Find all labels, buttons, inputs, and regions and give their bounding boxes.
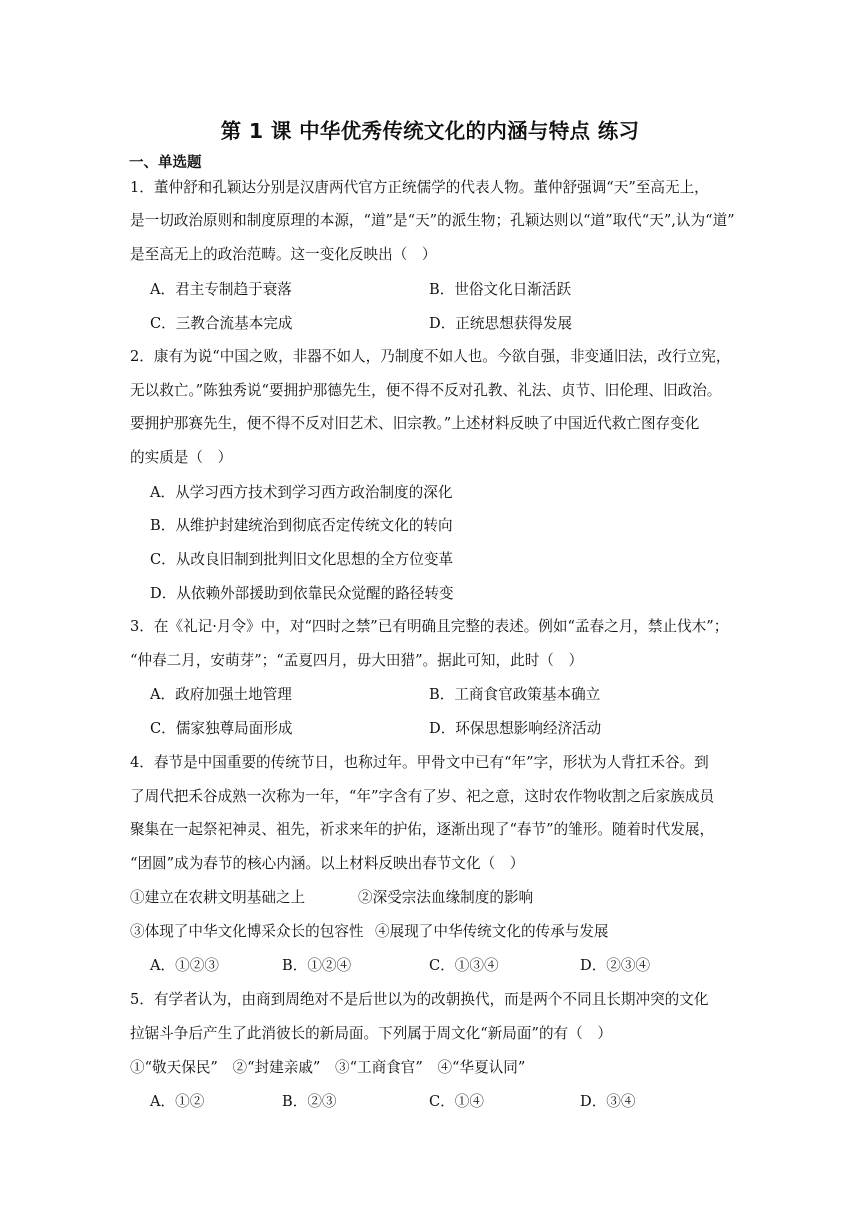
- question-1-line-1: 1．董仲舒和孔颖达分别是汉唐两代官方正统儒学的代表人物。董仲舒强调“天”至高无上，: [130, 179, 709, 196]
- q2-option-b[interactable]: B．从维护封建统治到彻底否定传统文化的转向: [150, 517, 453, 534]
- question-2-line-1: 2．康有为说“中国之败，非器不如人，乃制度不如人也。今欲自强，非变通旧法，改行立宪，: [130, 348, 731, 365]
- q5-option-c[interactable]: C．①④: [429, 1093, 484, 1110]
- q1-option-d[interactable]: D．正统思想获得发展: [429, 315, 573, 332]
- question-2-line-3: 要拥护那赛先生，便不得不反对旧艺术、旧宗教。”上述材料反映了中国近代救亡图存变化: [130, 415, 700, 432]
- question-4-line-1: 4．春节是中国重要的传统节日，也称过年。甲骨文中已有“年”字，形状为人背扛禾谷。到: [130, 754, 709, 771]
- question-4-line-3: 聚集在一起祭祀神灵、祖先，祈求来年的护佑，逐渐出现了“春节”的雏形。随着时代发展，: [130, 821, 715, 838]
- q4-option-a[interactable]: A．①②③: [150, 957, 219, 974]
- q5-option-a[interactable]: A．①②: [150, 1093, 205, 1110]
- q1-option-c[interactable]: C．三教合流基本完成: [150, 315, 293, 332]
- question-4-line-2: 了周代把禾谷成熟一次称为一年，“年”字含有了岁、祀之意，这时农作物收割之后家族成员: [130, 788, 715, 805]
- q2-option-c[interactable]: C．从改良旧制到批判旧文化思想的全方位变革: [150, 551, 454, 568]
- question-3-line-1: 3．在《礼记·月令》中，对“四时之禁”已有明确且完整的表述。例如“孟春之月，禁止伐木”；: [130, 618, 729, 635]
- page-title: 第 1 课 中华优秀传统文化的内涵与特点 练习: [220, 119, 640, 143]
- question-1-line-2: 是一切政治原则和制度原理的本源，“道”是“天”的派生物；孔颖达则以“道”取代“天”,认为“道”: [130, 212, 735, 229]
- q5-option-d[interactable]: D．③④: [580, 1093, 636, 1110]
- q3-option-a[interactable]: A．政府加强土地管理: [150, 686, 292, 703]
- q4-statement-2: ②深受宗法血缘制度的影响: [358, 889, 534, 906]
- question-2-line-4: 的实质是（ ）: [130, 449, 233, 466]
- question-2-line-2: 无以救亡。”陈独秀说“要拥护那德先生，便不得不反对孔教、礼法、贞节、旧伦理、旧政治。: [130, 382, 722, 399]
- q4-statement-4: ④展现了中华传统文化的传承与发展: [375, 923, 609, 940]
- q5-statements: ①“敬天保民” ②“封建亲戚” ③“工商食官” ④“华夏认同”: [130, 1059, 526, 1076]
- q5-option-b[interactable]: B．②③: [282, 1093, 337, 1110]
- section-heading: 一、单选题: [129, 155, 202, 171]
- q3-option-d[interactable]: D．环保思想影响经济活动: [429, 720, 602, 737]
- q4-option-c[interactable]: C．①③④: [429, 957, 499, 974]
- q1-option-a[interactable]: A．君主专制趋于衰落: [150, 281, 292, 298]
- q3-option-b[interactable]: B．工商食官政策基本确立: [429, 686, 601, 703]
- q4-statement-1: ①建立在农耕文明基础之上: [130, 889, 306, 906]
- q3-option-c[interactable]: C．儒家独尊局面形成: [150, 720, 293, 737]
- question-3-line-2: “仲春二月，安萌芽”；“孟夏四月，毋大田猎”。据此可知，此时（ ）: [130, 652, 584, 669]
- q2-option-a[interactable]: A．从学习西方技术到学习西方政治制度的深化: [150, 484, 453, 501]
- q1-option-b[interactable]: B．世俗文化日渐活跃: [429, 281, 572, 298]
- question-1-line-3: 是至高无上的政治范畴。这一变化反映出（ ）: [130, 246, 437, 263]
- q4-option-d[interactable]: D．②③④: [580, 957, 651, 974]
- question-4-line-4: “团圆”成为春节的核心内涵。以上材料反映出春节文化（ ）: [130, 855, 525, 872]
- q4-statement-3: ③体现了中华文化博采众长的包容性: [130, 923, 364, 940]
- q2-option-d[interactable]: D．从依赖外部援助到依靠民众觉醒的路径转变: [150, 585, 454, 602]
- question-5-line-1: 5．有学者认为，由商到周绝对不是后世以为的改朝换代，而是两个不同且长期冲突的文化: [130, 991, 709, 1008]
- q4-option-b[interactable]: B．①②④: [282, 957, 352, 974]
- question-5-line-2: 拉锯斗争后产生了此消彼长的新局面。下列属于周文化“新局面”的有（ ）: [130, 1025, 612, 1042]
